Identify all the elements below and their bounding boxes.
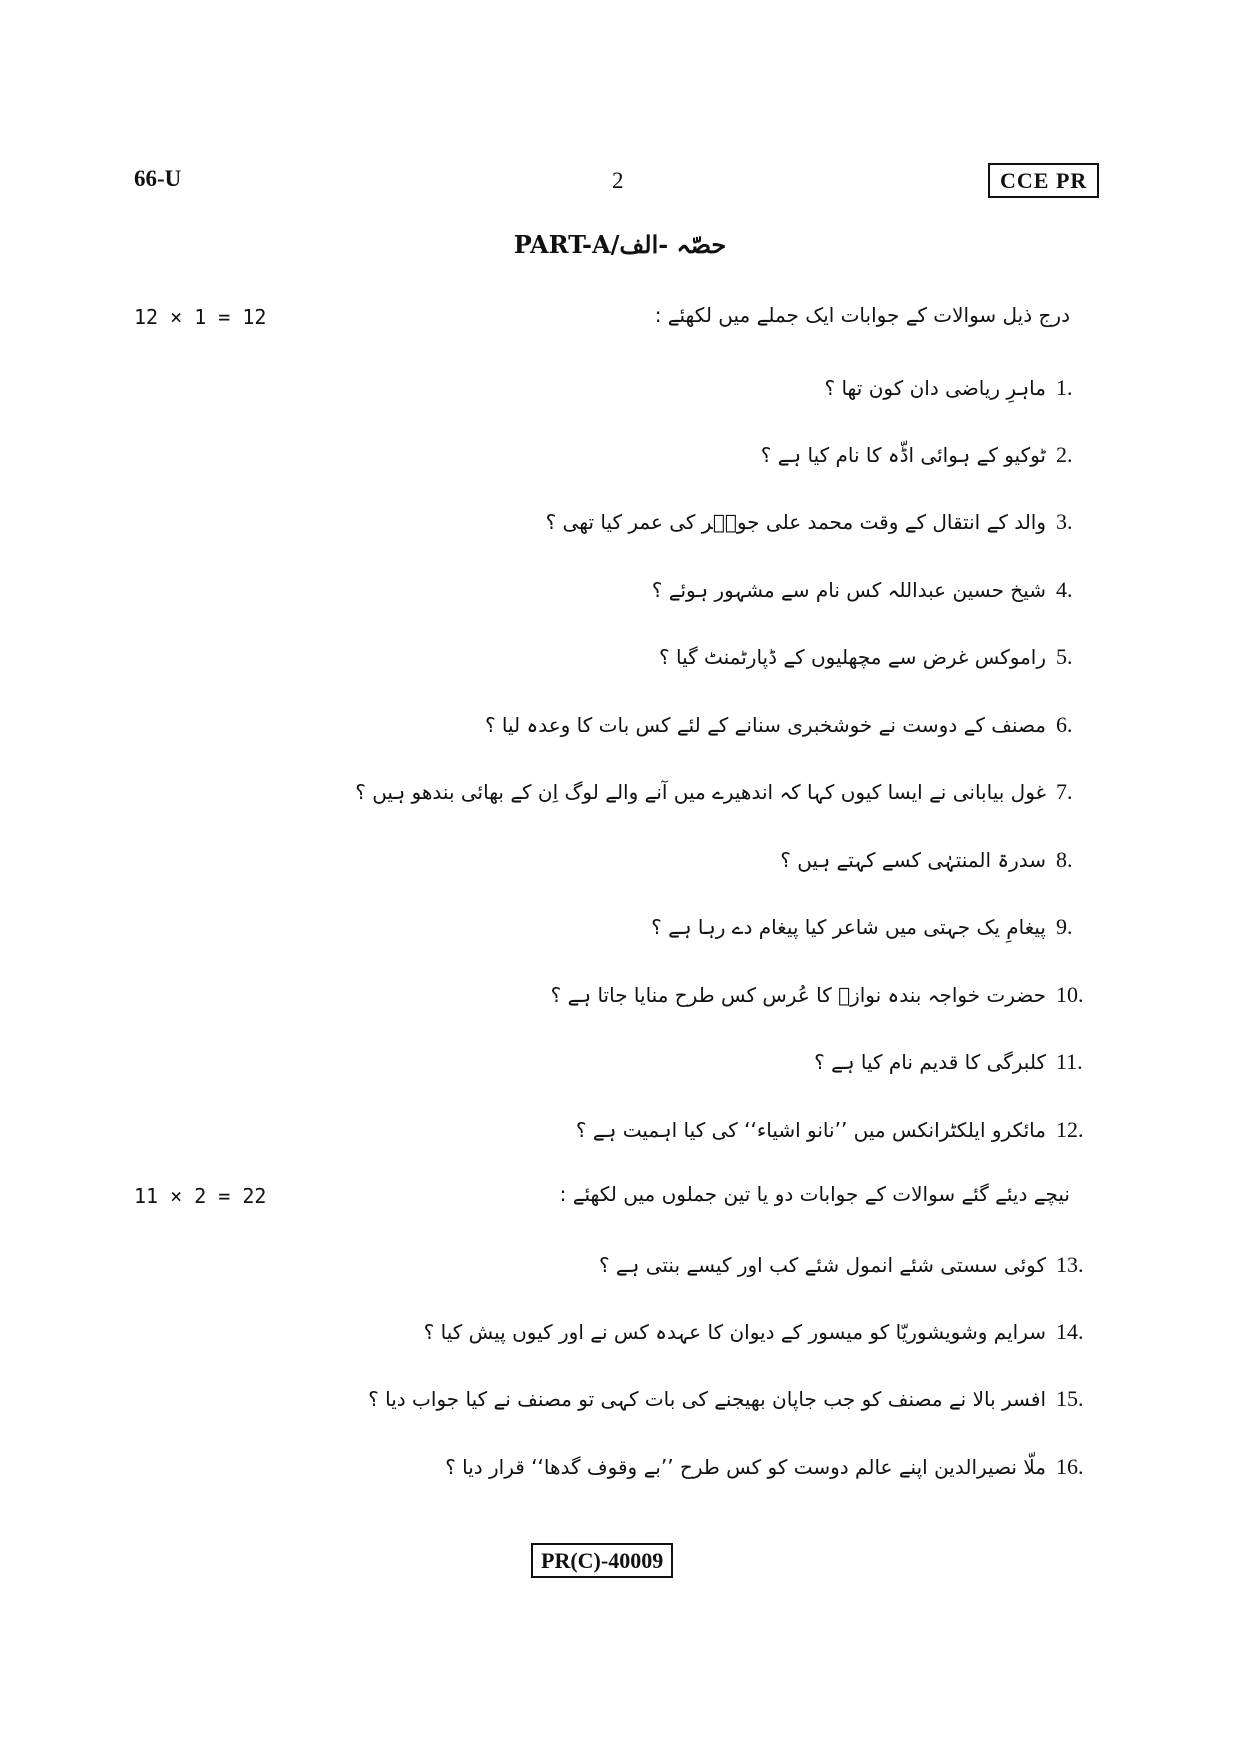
section-b-marks: 11 × 2 = 22 <box>134 1184 267 1208</box>
question-2 <box>761 442 1108 468</box>
question-9 <box>651 914 1108 940</box>
question-11 <box>814 1049 1108 1075</box>
question-text: والد کے انتقال کے وقت محمد علی جوہؔر کی عمر کیا تھی ؟ <box>545 510 1046 534</box>
question-16 <box>445 1454 1108 1480</box>
question-text: مصنف کے دوست نے خوشخبری سنانے کے لئے کس بات کا وعدہ لیا ؟ <box>484 713 1046 737</box>
question-number: 6. <box>1056 712 1073 737</box>
question-7 <box>355 779 1108 805</box>
question-text: حضرت خواجہ بندہ نوازؒ کا عُرس کس طرح منایا جاتا ہے ؟ <box>550 983 1046 1007</box>
question-1 <box>824 375 1108 401</box>
part-title: PART-A/حصّہ -الف <box>513 230 727 259</box>
question-8 <box>780 847 1108 873</box>
question-14 <box>424 1319 1108 1345</box>
question-number: 14. <box>1056 1319 1084 1344</box>
question-number: 4. <box>1056 577 1073 602</box>
footer-code: PR(C)-40009 <box>531 1543 673 1578</box>
question-text: راموکس غرض سے مچھلیوں کے ڈپارٹمنٹ گیا ؟ <box>659 645 1046 669</box>
question-text: سرایم وشویشوریّا کو میسور کے دیوان کا عہدہ کس نے اور کیوں پیش کیا ؟ <box>423 1320 1046 1344</box>
question-number: 2. <box>1056 442 1073 467</box>
question-5 <box>659 644 1108 670</box>
page-number: 2 <box>612 168 624 193</box>
section-b-instruction: نیچے دیئے گئے سوالات کے جوابات دو یا تین جملوں میں لکھئے : <box>559 1182 1070 1206</box>
paper-code: 66-U <box>134 166 182 191</box>
question-text: ملّا نصیرالدین اپنے عالم دوست کو کس طرح ’’بے وقوف گدھا‘‘ قرار دیا ؟ <box>445 1455 1046 1479</box>
question-text: ٹوکیو کے ہوائی اڈّہ کا نام کیا ہے ؟ <box>760 443 1046 467</box>
question-text: غول بیابانی نے ایسا کیوں کہا کہ اندھیرے میں آنے والے لوگ اِن کے بھائی بندھو ہیں ؟ <box>355 780 1046 804</box>
question-text: مائکرو ایلکٹرانکس میں ’’نانو اشیاء‘‘ کی کیا اہمیت ہے ؟ <box>575 1118 1046 1142</box>
question-text: سدرۃ المنتہٰی کسے کہتے ہیں ؟ <box>780 848 1046 872</box>
question-text: افسر بالا نے مصنف کو جب جاپان بھیجنے کی بات کہی تو مصنف نے کیا جواب دیا ؟ <box>368 1387 1046 1411</box>
section-a-marks: 12 × 1 = 12 <box>134 305 267 329</box>
question-number: 9. <box>1056 914 1073 939</box>
question-number: 12. <box>1056 1117 1084 1142</box>
question-number: 5. <box>1056 644 1073 669</box>
question-number: 8. <box>1056 847 1073 872</box>
question-number: 3. <box>1056 509 1073 534</box>
question-3 <box>546 509 1108 535</box>
question-text: کلبرگی کا قدیم نام کیا ہے ؟ <box>814 1050 1046 1074</box>
question-number: 7. <box>1056 779 1073 804</box>
question-10 <box>551 982 1108 1008</box>
question-number: 16. <box>1056 1454 1084 1479</box>
question-text: ماہرِ ریاضی دان کون تھا ؟ <box>824 376 1046 400</box>
question-text: شیخ حسین عبداللہ کس نام سے مشہور ہوئے ؟ <box>651 578 1046 602</box>
question-text: پیغامِ یک جہتی میں شاعر کیا پیغام دے رہا ہے ؟ <box>651 915 1046 939</box>
question-number: 15. <box>1056 1386 1084 1411</box>
question-6 <box>485 712 1108 738</box>
question-number: 1. <box>1056 375 1073 400</box>
question-number: 10. <box>1056 982 1084 1007</box>
question-number: 11. <box>1056 1049 1083 1074</box>
question-text: کوئی سستی شئے انمول شئے کب اور کیسے بنتی ہے ؟ <box>598 1253 1046 1277</box>
series-label: CCE PR <box>988 163 1099 198</box>
question-12 <box>576 1117 1108 1143</box>
section-a-instruction: درج ذیل سوالات کے جوابات ایک جملے میں لکھئے : <box>654 303 1070 327</box>
question-15 <box>368 1386 1108 1412</box>
question-4 <box>652 577 1108 603</box>
question-13 <box>599 1252 1108 1278</box>
question-number: 13. <box>1056 1252 1084 1277</box>
